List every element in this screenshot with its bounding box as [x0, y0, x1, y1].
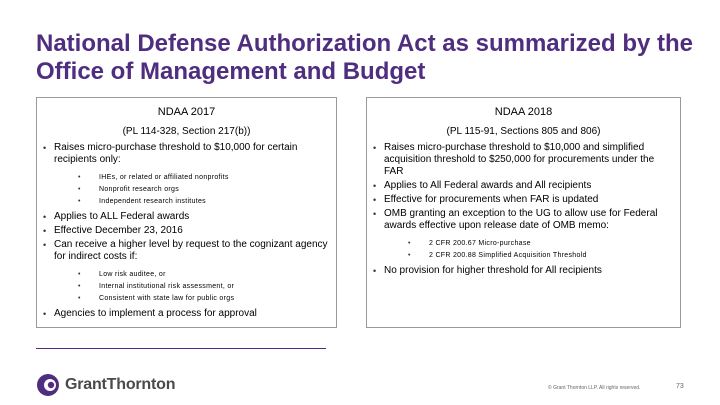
ndaa-2017-bullets [43, 142, 336, 320]
ndaa-2017-heading: NDAA 2017 [157, 106, 216, 118]
sub-bullets [54, 173, 328, 206]
ndaa-2018-subheading: (PL 115-91, Sections 805 and 806) [446, 126, 601, 137]
sub-bullet-item: • IHEs, or related or affiliated nonprofits [54, 173, 328, 182]
bullet-item: • Effective December 23, 2016 [43, 225, 328, 237]
bullet-item: • Applies to All Federal awards and All recipients [373, 180, 672, 192]
copyright-notice: © Grant Thornton LLP. All rights reserved. [548, 385, 641, 391]
bullet-item: • Raises micro-purchase threshold to $10,000 and simplified acquisition threshold to $250,000 for procurements under the FAR [373, 142, 672, 178]
ndaa-2018-heading: NDAA 2018 [494, 106, 553, 118]
ndaa-2017-subheading: (PL 114-328, Section 217(b)) [122, 126, 251, 137]
sub-bullet-item: • Independent research institutes [54, 197, 328, 206]
bullet-item: • Applies to ALL Federal awards [43, 211, 328, 223]
footer-divider [36, 348, 326, 349]
bullet-item: • Raises micro-purchase threshold to $10,000 for certain recipients only: • IHEs, or related or affiliated nonprofits • Nonprofit research orgs • Independent research institutes [43, 142, 328, 206]
sub-bullet-item: • Internal institutional risk assessment, or [54, 282, 328, 291]
bullet-item: • OMB granting an exception to the UG to allow use for Federal awards effective upon release date of OMB memo: • 2 CFR 200.67 Micro-purchase • 2 CFR 200.88 Simplified Acquisition Threshold [373, 208, 672, 260]
bullet-item: • Effective for procurements when FAR is updated [373, 194, 672, 206]
page-number: 73 [676, 383, 684, 390]
grant-thornton-mark-icon [36, 373, 60, 397]
sub-bullet-item: • Low risk auditee, or [54, 270, 328, 279]
ndaa-2018-panel [366, 97, 681, 328]
bullet-item: • No provision for higher threshold for All recipients [373, 265, 672, 277]
slide-title: National Defense Authorization Act as summarized by the Office of Management and Budget [36, 30, 694, 85]
sub-bullet-item: • Consistent with state law for public orgs [54, 294, 328, 303]
sub-bullets [384, 239, 672, 260]
logo-wordmark: GrantThornton [65, 376, 176, 393]
grant-thornton-logo [36, 372, 175, 398]
ndaa-2017-panel [36, 97, 337, 328]
sub-bullet-item: • 2 CFR 200.88 Simplified Acquisition Threshold [384, 251, 672, 260]
sub-bullet-item: • Nonprofit research orgs [54, 185, 328, 194]
bullet-item: • Can receive a higher level by request to the cognizant agency for indirect costs if: • Low risk auditee, or • Internal institutional risk assessment, or • Consistent with state law for public orgs [43, 239, 328, 303]
bullet-item: • Agencies to implement a process for approval [43, 308, 328, 320]
ndaa-2018-bullets [373, 142, 680, 277]
sub-bullet-item: • 2 CFR 200.67 Micro-purchase [384, 239, 672, 248]
sub-bullets [54, 270, 328, 303]
